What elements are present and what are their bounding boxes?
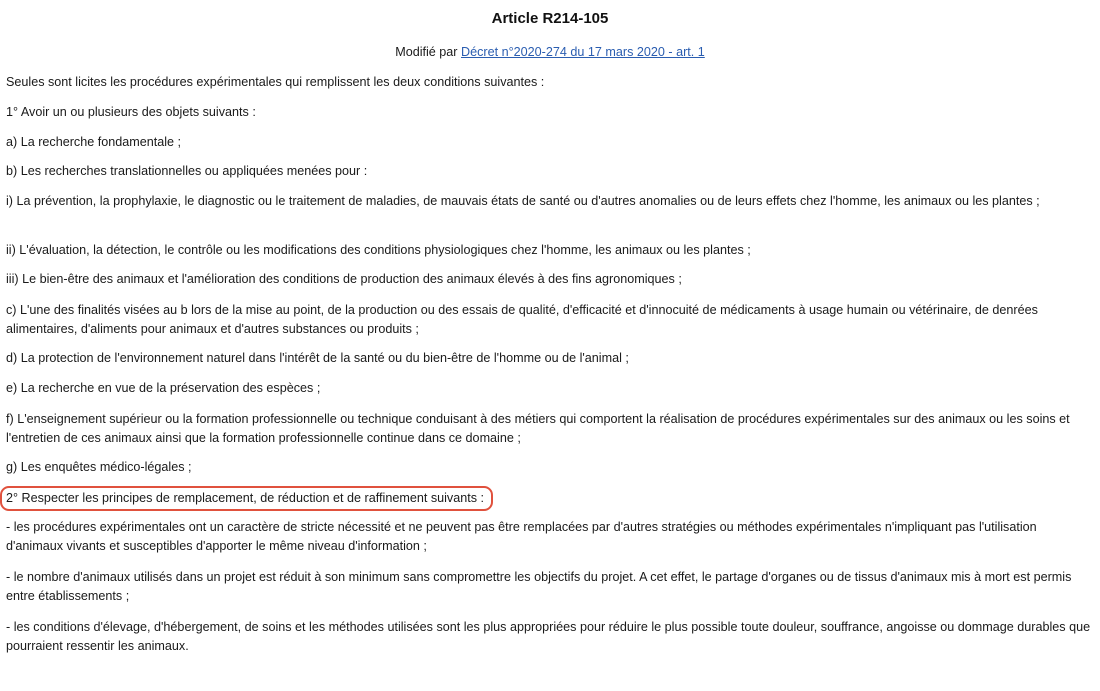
modification-line <box>0 43 1100 61</box>
paragraph-item-c: c) L'une des finalités visées au b lors de la mise au point, de la production ou des essais de qualité, d'efficacité et d'innocuité de médicaments à usage humain ou vétérinaire, de denrées alimentaires, d'aliments pour animaux et d'autres substances ou produits ; <box>6 303 1038 336</box>
article-title: Article R214-105 <box>491 10 609 27</box>
paragraph-item-ii: ii) L'évaluation, la détection, le contrôle ou les modifications des conditions physiologiques chez l'homme, les animaux ou les plantes ; <box>6 243 751 257</box>
paragraph-item-f: f) L'enseignement supérieur ou la formation professionnelle ou technique conduisant à des métiers qui comportent la réalisation de procédures expérimentales sur des animaux ou les soins et l'entretien de ces animaux ainsi que la formation professionnelle continue dans ce domaine ; <box>6 412 1070 445</box>
paragraph-item-e: e) La recherche en vue de la préservation des espèces ; <box>6 381 321 395</box>
paragraph-refinement: - les conditions d'élevage, d'hébergement, de soins et les méthodes utilisées sont les plus appropriées pour réduire le plus possible toute douleur, souffrance, angoisse ou dommage durables que pourraient ressentir les animaux. <box>6 620 1091 653</box>
paragraph-item-g: g) Les enquêtes médico-légales ; <box>6 460 192 474</box>
paragraph-condition-1: 1° Avoir un ou plusieurs des objets suivants : <box>6 105 256 119</box>
modified-prefix: Modifié par <box>395 45 462 59</box>
decree-link[interactable]: Décret n°2020-274 du 17 mars 2020 - art. 1 <box>461 45 705 59</box>
paragraph-intro: Seules sont licites les procédures expérimentales qui remplissent les deux conditions suivantes : <box>6 75 545 89</box>
paragraph-reduction: - le nombre d'animaux utilisés dans un projet est réduit à son minimum sans compromettre les objectifs du projet. A cet effet, le partage d'organes ou de tissus d'animaux mis à mort est permis entre établissements ; <box>6 570 1072 603</box>
paragraph-item-a: a) La recherche fondamentale ; <box>6 135 182 149</box>
paragraph-item-b: b) Les recherches translationnelles ou appliquées menées pour : <box>6 164 368 178</box>
paragraph-replacement: - les procédures expérimentales ont un caractère de stricte nécessité et ne peuvent pas être remplacées par d'autres stratégies ou méthodes expérimentales n'impliquant pas l'utilisation d'animaux vivants et susceptibles d'apporter le même niveau d'information ; <box>6 520 1037 553</box>
highlighted-condition-2: 2° Respecter les principes de remplacement, de réduction et de raffinement suivants : <box>0 486 493 511</box>
paragraph-item-i: i) La prévention, la prophylaxie, le diagnostic ou le traitement de maladies, de mauvais états de santé ou d'autres anomalies ou de leurs effets chez l'homme, les animaux ou les plantes ; <box>6 194 1040 208</box>
paragraph-item-iii: iii) Le bien-être des animaux et l'amélioration des conditions de production des animaux élevés à des fins agronomiques ; <box>6 272 682 286</box>
paragraph-condition-2-row <box>6 486 1094 511</box>
paragraph-item-d: d) La protection de l'environnement naturel dans l'intérêt de la santé ou du bien-être de l'homme ou de l'animal ; <box>6 351 629 365</box>
